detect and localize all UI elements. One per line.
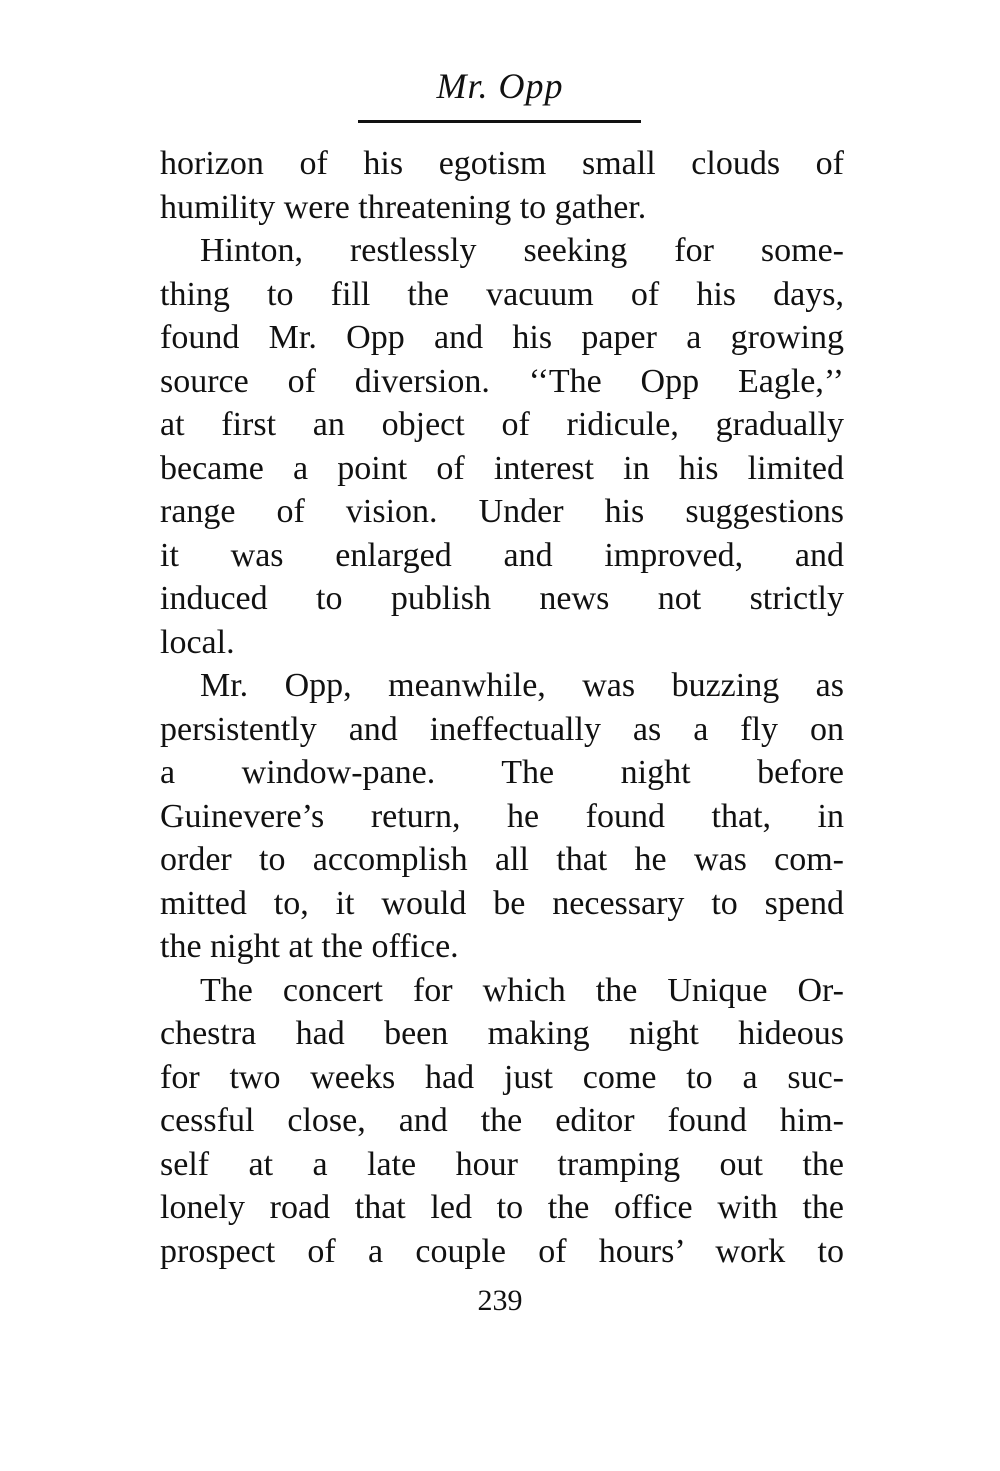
text-line: the night at the office. [160,928,459,965]
text-line: thing to fill the vacuum of his days, [160,275,844,313]
text-line: at first an object of ridicule, gradually [160,406,844,443]
text-line: induced to publish news not strictly [160,580,844,617]
header-rule [358,120,641,123]
text-line: a window-pane. The night before [160,754,844,791]
text-line: range of vision. Under his suggestions [160,493,844,530]
text-line: self at a late hour tramping out the [160,1145,844,1183]
text-line: mitted to, it would be necessary to spend [160,884,844,922]
text-line: chestra had been making night hideous [160,1015,844,1052]
text-line: The concert for which the Unique Or- [200,971,844,1009]
text-line: persistently and ineffectually as a fly on [160,710,844,748]
text-line: cessful close, and the editor found him- [160,1102,844,1139]
text-line: Mr. Opp, meanwhile, was buzzing as [200,667,844,704]
running-title: Mr. Opp [436,66,564,106]
text-line: local. [160,623,235,661]
text-line: humility were threatening to gather. [160,188,647,226]
text-line: Guinevere’s return, he found that, in [160,797,844,835]
text-line: Hinton, restlessly seeking for some- [200,232,844,269]
body-text [160,142,844,1273]
text-line: it was enlarged and improved, and [160,536,844,574]
text-line: found Mr. Opp and his paper a growing [160,319,844,356]
text-line: became a point of interest in his limited [160,449,844,487]
text-line: order to accomplish all that he was com- [160,841,844,878]
text-line: horizon of his egotism small clouds of [160,145,844,182]
text-line: prospect of a couple of hours’ work to [160,1232,844,1270]
text-line: for two weeks had just come to a suc- [160,1058,844,1096]
text-line: lonely road that led to the office with the [160,1189,844,1226]
text-line: source of diversion. ‘‘The Opp Eagle,’’ [160,362,844,400]
page-number: 239 [477,1284,523,1317]
